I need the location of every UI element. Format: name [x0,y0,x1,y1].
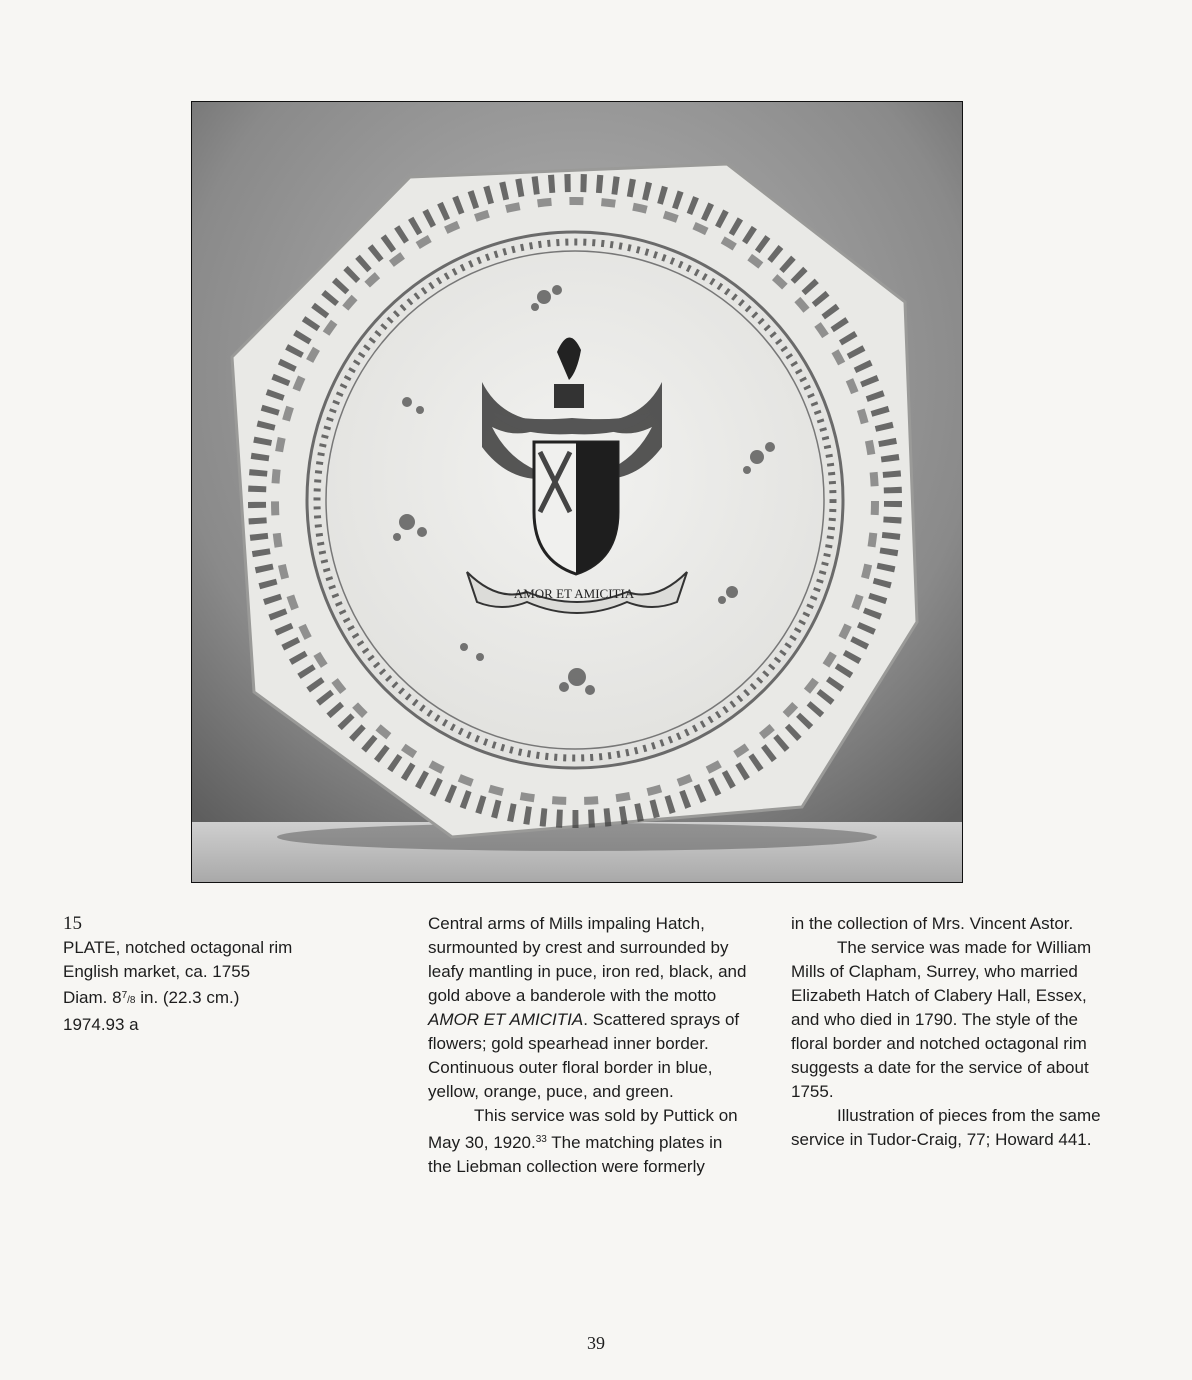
caption-column [63,912,383,1037]
plate-photograph [191,101,963,883]
page-number: 39 [587,1333,605,1353]
motto-text: AMOR ET AMICITIA [513,586,635,601]
object-market-date: English market, ca. 1755 [63,962,251,981]
history-paragraph: The service was made for William Mills of Clapham, Surrey, who married Elizabeth Hatch of Clabery Hall, Essex, and who died in 1790. The style of the floral border and notched octagonal rim suggests a date for the service of about 1755. [791,938,1092,1101]
accession-number: 1974.93 a [63,1015,139,1034]
description-paragraph: Central arms of Mills impaling Hatch, surmounted by crest and surrounded by leafy mantling in puce, iron red, black, and gold above a banderole with the motto AMOR ET AMICITIA. Scattered sprays of flowers; gold spearhead inner border. Continuous outer floral border in blue, yellow, orange, puce, and green. [428,914,747,1101]
text-column-right [791,912,1111,1152]
provenance-paragraph: This service was sold by Puttick on May 30, 1920.33 The matching plates in the Liebman collection were formerly [428,1106,738,1176]
catalogue-number: 15 [63,913,82,934]
provenance-continued: in the collection of Mrs. Vincent Astor. [791,914,1074,933]
references-paragraph: Illustration of pieces from the same service in Tudor-Craig, 77; Howard 441. [791,1106,1101,1149]
footnote-ref: 33 [535,1134,547,1145]
object-title: PLATE, notched octagonal rim [63,938,293,957]
text-column-middle [428,912,748,1179]
object-diameter: Diam. $8^7/8$ in. (22.3 cm.) [63,988,240,1007]
